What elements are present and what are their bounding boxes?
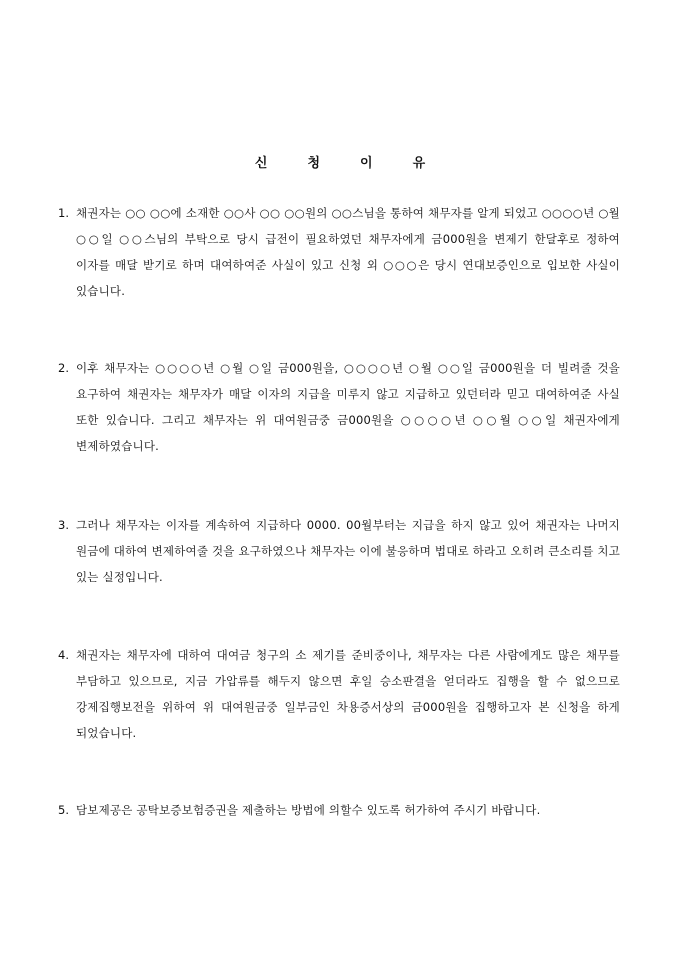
reason-item-4 (58, 642, 620, 746)
title-char: 유 (412, 156, 426, 171)
reason-item-2 (58, 355, 620, 459)
item-text: 채권자는 채무자에 대하여 대여금 청구의 소 제기를 준비중이나, 채무자는 다른 사람에게도 많은 채무를 부담하고 있으므로, 지금 가압류를 해두지 않으면 후일 승소판결을 얻더라도 집행을 할 수 없으므로 강제집행보전을 위하여 위 대여원금중 일부금인 차용증서상의 금000원을 집행하고자 본 신청을 하게 되었습니다. (76, 648, 620, 740)
item-number: 4. (58, 648, 69, 662)
title-char: 신 (254, 156, 268, 171)
item-text: 채권자는 ○○ ○○에 소재한 ○○사 ○○ ○○원의 ○○스님을 통하여 채무자를 알게 되었고 ○○○○년 ○월 ○○일 ○○스님의 부탁으로 당시 급전이 필요하였던 채무자에게 금000원을 변제기 한달후로 정하여 이자를 매달 받기로 하며 대여하여준 사실이 있고 신청 외 ○○○은 당시 연대보증인으로 입보한 사실이 있습니다. (76, 206, 620, 298)
item-text: 담보제공은 공탁보증보험증권을 제출하는 방법에 의할수 있도록 허가하여 주시기 바랍니다. (76, 803, 541, 817)
reason-item-5 (58, 797, 620, 823)
reason-item-3 (58, 512, 620, 590)
item-number: 1. (58, 206, 69, 220)
title-char: 청 (307, 156, 320, 171)
item-text: 그러나 채무자는 이자를 계속하여 지급하다 0000. 00월부터는 지급을 하지 않고 있어 채권자는 나머지 원금에 대하여 변제하여줄 것을 요구하였으나 채무자는 이에 불응하며 법대로 하라고 오히려 큰소리를 치고 있는 실정입니다. (76, 518, 620, 584)
reason-item-1 (58, 200, 620, 304)
item-text: 이후 채무자는 ○○○○년 ○월 ○일 금000원을, ○○○○년 ○월 ○○일 금000원을 더 빌려줄 것을 요구하여 채권자는 채무자가 매달 이자의 지급을 미루지 않고 지급하고 있던터라 믿고 대여하여준 사실 또한 있습니다. 그리고 채무자는 위 대여원금중 금000원을 ○○○○년 ○○월 ○○일 채권자에게 변제하였습니다. (76, 361, 620, 453)
document-title (0, 152, 680, 171)
item-number: 2. (58, 361, 69, 375)
item-number: 3. (58, 518, 69, 532)
item-number: 5. (58, 803, 69, 817)
title-char: 이 (360, 156, 373, 171)
